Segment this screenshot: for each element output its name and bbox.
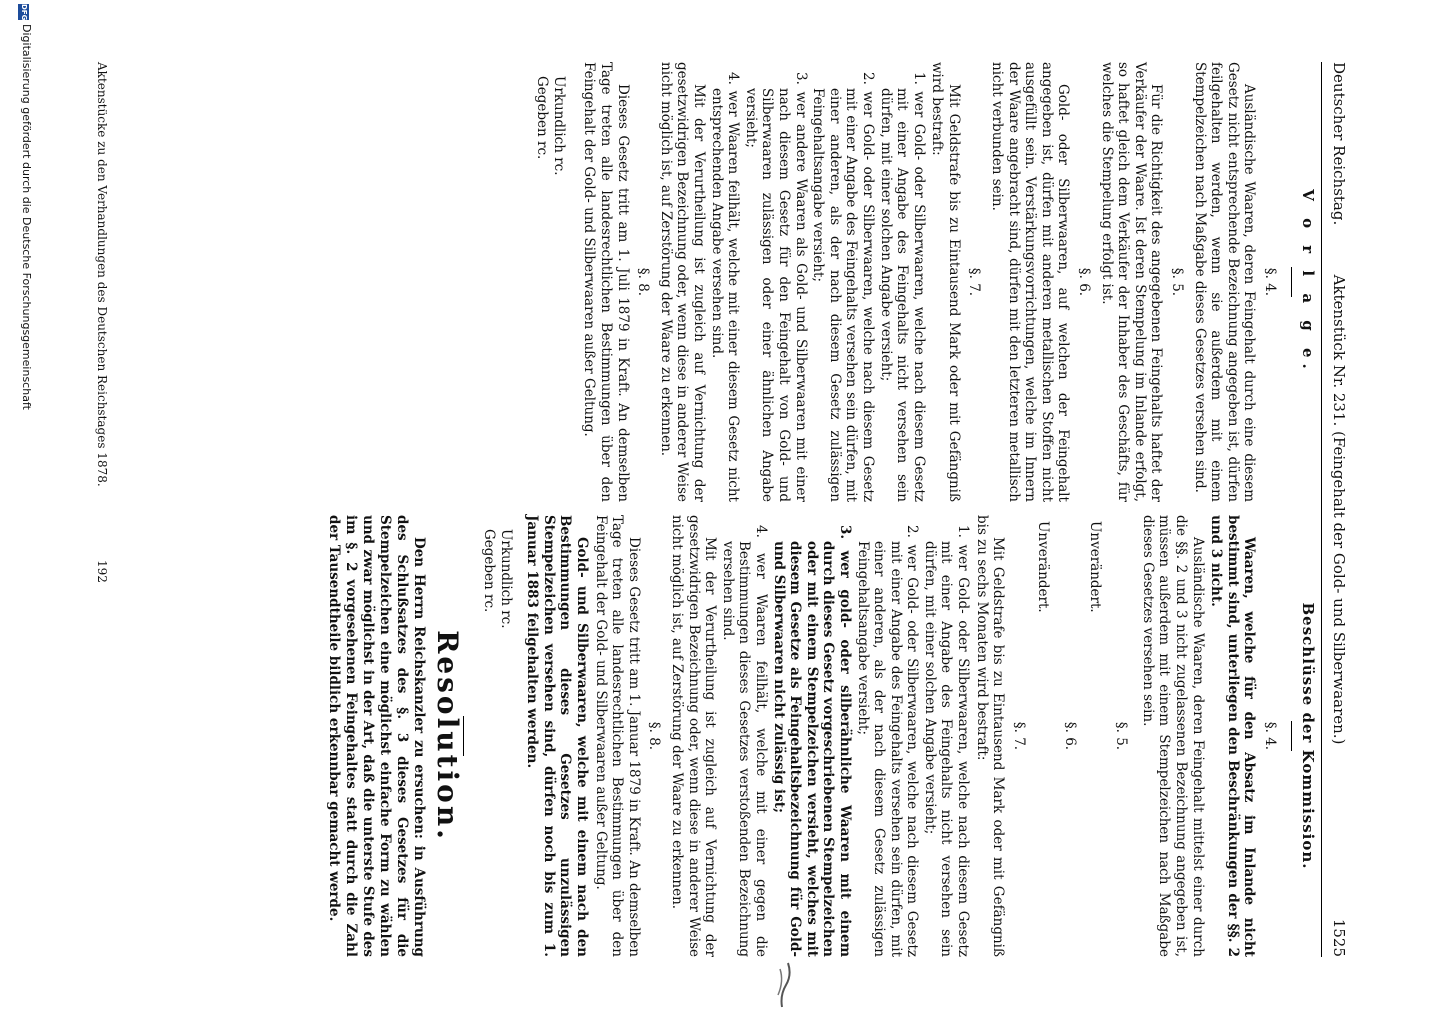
footer-page-number: 192 (95, 560, 109, 583)
list-item: 2. wer Gold- oder Silberwaaren, welche nach diesem Gesetz mit einer Angabe des Feingehalts versehen sein dürfen, mit einer anderen, als der nach diesem Gesetz zulässigen Feingehaltsangabe versieht; (810, 72, 876, 502)
header-page-number: 1525 (1330, 918, 1348, 957)
closing-formula: Gegeben rc. (534, 76, 551, 160)
section-title: §. 4. (1262, 267, 1278, 297)
closing-formula: Urkundlich rc. (497, 529, 514, 629)
section-title: §. 8. (635, 267, 652, 297)
list-item: 3. wer andere Waaren als Gold- und Silberwaaren mit einer nach diesem Gesetz für den Feingehalt von Gold- und Silberwaaren zulässigen oder einer ähnlichen Angabe versieht; (742, 72, 809, 502)
resolution-title: Resolution. (431, 630, 465, 842)
section-title: §. 4. (1262, 721, 1278, 751)
section-text: Mit Geldstrafe bis zu Eintausend Mark oder mit Gefängniß wird bestraft: (929, 62, 962, 502)
section-text: Unverändert. (1035, 521, 1052, 613)
section-text: Mit der Verurtheilung ist zugleich auf Vernichtung der gesetzwidrigen Bezeichnung oder, wenn diese in anderer Weise nicht möglich ist, auf Zerstörung der Waare zu erkennen. (669, 515, 719, 957)
closing-formula: Urkundlich rc. (550, 76, 567, 176)
left-column-heading: V o r l a g e. (1299, 189, 1317, 375)
section-title: §. 7. (1010, 721, 1027, 751)
digitization-text: Digitalisierung gefördert durch die Deutsche Forschungsgemeinschaft (20, 24, 33, 410)
header-left: Deutscher Reichstag. (1330, 62, 1348, 226)
section-title: §. 8. (646, 721, 663, 751)
list-item: 4. wer Waaren feilhält, welche mit einer gegen die Bestimmungen dieses Gesetzes verstoßenden Bezeichnung versehen sind. (719, 525, 769, 957)
footer-source: Aktenstücke zu den Verhandlungen des Deutschen Reichstages 1878. (95, 62, 109, 487)
section-text: Ausländische Waaren, deren Feingehalt mittelst einer durch die §§. 2 und 3 nicht zugelassenen Bezeichnung angegeben ist, müssen außerdem mit einem Stempelzeichen nach Maßgabe dieses Gesetzes versehen sein. (1139, 515, 1206, 957)
right-column-heading: Beschlüsse der Kommission. (1299, 602, 1317, 870)
header-rule (1321, 62, 1322, 957)
right-heading-rule (1290, 721, 1292, 751)
section-text: Für die Richtigkeit des angegebenen Feingehalts haftet der Verkäufer der Waare. Ist deren Stempelung im Inlande erfolgt, so haftet gleich dem Verkäufer der Inhaber des Geschäfts, für welches die Stempelung erfolgt ist. (1098, 62, 1165, 502)
list-item: 3. wer gold- oder silberähnliche Waaren mit einem durch dieses Gesetz vorgeschriebenen Stempelzeichen oder mit einem Stempelzeichen versieht, welches mit diesem Gesetze als Feingehaltsbezeichnung für Gold- und Silberwaaren nicht zulässig ist; (770, 525, 853, 957)
list-item: 1. wer Gold- oder Silberwaaren, welche nach diesem Gesetz mit einer Angabe des Feingehalts nicht versehen sein dürfen, mit einer solchen Angabe versieht; (921, 525, 972, 957)
list-item: 2. wer Gold- oder Silberwaaren, welche nach diesem Gesetz mit einer Angabe des Feingehalts versehen sein dürfen, mit einer anderen, als der nach diesem Gesetz zulässigen Feingehaltsangabe versieht; (854, 525, 921, 957)
section-text: Ausländische Waaren, deren Feingehalt durch eine diesem Gesetz nicht entsprechende Bezeichnung angegeben ist, dürfen feilgehalten werden, wenn sie außerdem mit einem Stempelzeichen nach Maßgabe dieses Gesetzes versehen sind. (1191, 62, 1258, 502)
list-item: 4. wer Waaren feilhält, welche mit einer diesem Gesetz nicht entsprechenden Angabe versehen sind. (708, 72, 742, 502)
section-title: §. 6. (1062, 721, 1079, 751)
list-item: 1. wer Gold- oder Silberwaaren, welche nach diesem Gesetz mit einer Angabe des Feingehalts nicht versehen sein dürfen, mit einer solchen Angabe versieht; (877, 72, 927, 502)
section-title: §. 7. (966, 267, 983, 297)
section-text: Gold- oder Silberwaaren, auf welchen der Feingehalt angegeben ist, dürfen mit anderen metallischen Stoffen nicht ausgefüllt sein. Verstärkungsvorrichtungen, welche im Innern der Waare angebracht sind, dürfen mit den letzteren metallisch nicht verbunden sein. (989, 62, 1072, 502)
section-title: §. 5. (1169, 267, 1186, 297)
section-title: §. 5. (1113, 721, 1130, 751)
dfg-logo-icon: DFG (20, 4, 28, 21)
section-title: §. 6. (1076, 267, 1093, 297)
resolution-text: Den Herrn Reichskanzler zu ersuchen: in Ausführung des Schlußsatzes des §. 3 dieses Gesetzes für die Stempelzeichen eine möglichst einfache Form zu wählen und zwar möglichst in der Art, daß die unterste Stufe des im §. 2 vorgesehenen Feingehaltes statt durch die Zahl der Tausendtheile bildlich erkennbar gemacht werde. (325, 515, 427, 957)
section-text: Mit der Verurtheilung ist zugleich auf Vernichtung der gesetzwidrigen Bezeichnung oder, wenn diese in anderer Weise nicht möglich ist, auf Zerstörung der Waare zu erkennen. (657, 62, 707, 502)
section-text: Unverändert. (1086, 521, 1103, 613)
section-text: Mit Geldstrafe bis zu Eintausend Mark oder mit Gefängniß bis zu sechs Monaten wird bestraft: (973, 515, 1007, 957)
left-heading-rule (1290, 267, 1292, 297)
section-text: Dieses Gesetz tritt am 1. Juli 1879 in Kraft. An demselben Tage treten alle landesrechtlichen Bestimmungen über den Feingehalt der Gold- und Silberwaaren außer Geltung. (581, 62, 631, 502)
scan-edge-artifact (774, 955, 792, 1015)
digitization-notice (17, 4, 34, 410)
header-center: Aktenstück Nr. 231. (Feingehalt der Gold- und Silberwaaren.) (1330, 274, 1348, 745)
closing-formula: Gegeben rc. (481, 529, 498, 613)
left-column-vorlage (534, 62, 1284, 502)
right-column-kommission (323, 515, 1284, 957)
section-text-bold: Gold- und Silberwaaren, welche mit einem nach den Bestimmungen dieses Gesetzes unzulässigen Stempelzeichen versehen sind, dürfen noch bis zum 1. Januar 1883 feilgehalten werden. (524, 515, 591, 957)
section-text-bold: Waaren, welche für den Absatz im Inlande nicht bestimmt sind, unterliegen den Beschränkungen der §§. 2 und 3 nicht. (1208, 515, 1258, 957)
running-header (1323, 62, 1347, 957)
section-text: Dieses Gesetz tritt am 1. Januar 1879 in Kraft. An demselben Tage treten alle landesrechtlichen Bestimmungen über den Feingehalt der Gold- und Silberwaaren außer Geltung. (592, 515, 642, 957)
